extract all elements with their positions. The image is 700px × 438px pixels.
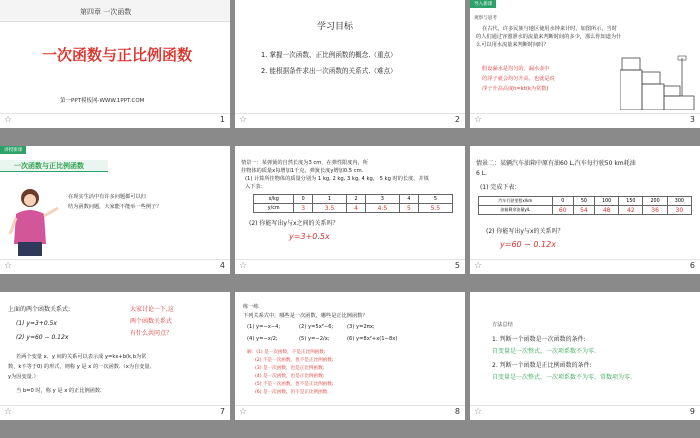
red-line-2: 的浮子就会均匀升高，也就是说 — [482, 76, 555, 82]
star-icon: ☆ — [474, 261, 483, 271]
fuel-table — [478, 196, 692, 215]
goal-2: 2. 能根据条件求出一次函数的关系式.（难点） — [261, 67, 397, 75]
page-bar — [470, 113, 700, 128]
table-cell: y/cm — [254, 204, 294, 213]
slide-thumbnail-7[interactable] — [0, 292, 230, 420]
table-row — [479, 206, 692, 215]
star-icon: ☆ — [239, 115, 248, 125]
chapter-label: 第四章 一次函数 — [80, 8, 132, 16]
table-cell: 50 — [573, 197, 594, 206]
table-row — [479, 197, 692, 206]
table-cell: 5 — [400, 204, 419, 213]
summary-line-1: 1. 判断一个函数是一次函数的条件: — [492, 336, 586, 343]
page-bar — [0, 405, 230, 420]
site-label: 第一PPT模板网-WWW.1PPT.COM — [60, 98, 145, 104]
scenario-line-1: 情景一：某弹簧的自然长度为3 cm，在弹性限度内，所 — [241, 160, 368, 166]
red-line-1: 假设漏水是均匀的，漏水壶中 — [482, 66, 550, 72]
table-cell: 4 — [347, 204, 366, 213]
slide-number: 6 — [689, 261, 695, 270]
table-cell: 1 — [312, 195, 346, 204]
table-cell: 200 — [643, 197, 667, 206]
answer-line-3: (3) 是一次函数，也是正比例函数; — [255, 366, 325, 371]
star-icon: ☆ — [239, 261, 248, 271]
slide-number: 3 — [689, 115, 695, 124]
discussion-line-1: 大家讨论一下,这 — [130, 306, 174, 313]
answer-line-1: 解：(1) 是一次函数，不是正比例函数; — [247, 350, 326, 355]
slide-number: 8 — [454, 407, 460, 416]
definition-line-3: y为因变量.） — [8, 374, 39, 380]
exercise-item-5: (5) y=−2/x; — [299, 336, 330, 342]
table-cell: 100 — [595, 197, 619, 206]
slide-thumbnail-8[interactable] — [235, 292, 465, 420]
intro-line: 上面的两个函数关系式: — [8, 306, 71, 313]
slide-number: 5 — [454, 261, 460, 270]
question-line-1: 在现实生活中有许多问题都可以归 — [68, 194, 146, 200]
table-cell: 油箱剩余油量y/L — [479, 206, 553, 215]
table-cell: x/kg — [254, 195, 294, 204]
slide-thumbnail-6[interactable] — [470, 146, 700, 274]
page-bar — [0, 259, 230, 274]
table-cell: 5 — [418, 195, 452, 204]
slide-title: 一次函数与正比例函数 — [42, 46, 193, 64]
table-cell: 48 — [595, 206, 619, 215]
intro-line-1: 在古代，许多民族与地区使用水钟来计时，如图所示，当时 — [482, 26, 617, 32]
slide-number: 4 — [219, 261, 225, 270]
section-tag: 讲授新课 — [0, 146, 26, 154]
teacher-illustration — [6, 186, 62, 260]
summary-heading: 方法总结 — [492, 322, 513, 328]
question: (2) 你能写出y与x之间的关系吗？ — [249, 220, 339, 227]
table-cell: 汽车行驶里程x/km — [479, 197, 553, 206]
answer-line-6: (6) 是一次函数，但不是正比例函数. — [255, 390, 329, 395]
exercise-item-4: (4) y=−x/2; — [247, 336, 278, 342]
page-bar — [470, 259, 700, 274]
scenario-line-1: 情景二：某辆汽车油箱中原有油60 L,汽车每行驶50 km耗油 — [476, 160, 636, 167]
section-tag: 导入新课 — [470, 0, 496, 8]
table-cell: 30 — [667, 206, 691, 215]
table-cell: 2 — [347, 195, 366, 204]
table-cell: 4 — [400, 195, 419, 204]
page-bar — [235, 405, 465, 420]
exercise-heading: 练一练 — [243, 304, 259, 310]
page-bar — [235, 259, 465, 274]
star-icon: ☆ — [239, 407, 248, 417]
slide-number: 9 — [689, 407, 695, 416]
formula-1: (1) y=3+0.5x — [16, 320, 57, 327]
table-cell: 36 — [643, 206, 667, 215]
summary-green-1: 自变量是一次整式，一次项系数不为零. — [492, 348, 596, 355]
answer-line-4: (4) 是一次函数，也是正比例函数; — [255, 374, 325, 379]
table-cell: 4.5 — [365, 204, 399, 213]
red-line-3: 浮子升高高度h=kt(k为常数) — [482, 86, 549, 92]
page-bar — [235, 113, 465, 128]
answer: y=3+0.5x — [289, 232, 330, 241]
discussion-line-2: 两个函数关系式 — [130, 318, 173, 325]
table-cell: 0 — [294, 195, 313, 204]
scenario-line-2: 6 L. — [476, 170, 487, 177]
summary-line-2: 2. 判断一个函数是正比例函数的条件: — [492, 362, 592, 369]
star-icon: ☆ — [474, 407, 483, 417]
exercise-item-1: (1) y=−x−4; — [247, 324, 281, 330]
page-bar — [0, 113, 230, 128]
question-line-2: 结为函数问题，大家能不能举一些例子？ — [68, 204, 162, 210]
table-cell: 54 — [573, 206, 594, 215]
spring-table — [253, 194, 453, 213]
slide-title: 一次函数与正比例函数 — [14, 162, 84, 170]
intro-line-3: 么可以用水流量来判断时间吗？ — [476, 42, 549, 48]
table-row — [254, 195, 453, 204]
definition-line-1: 若两个变量 x、y 间的关系可以表示成 y=kx+b(k,b为常 — [16, 354, 147, 360]
exercise-question: 下列关系式中，哪些是一次函数，哪些是正比例函数？ — [243, 313, 368, 319]
answer-line-5: (5) 不是一次函数，也不是正比例函数; — [255, 382, 334, 387]
slide-thumbnail-2[interactable] — [235, 0, 465, 128]
slide-thumbnail-5[interactable] — [235, 146, 465, 274]
definition-line-4: 当 b=0 时，称 y 是 x 的正比例函数. — [16, 388, 102, 394]
table-cell: 3.5 — [312, 204, 346, 213]
exercise-item-2: (2) y=5x²−6; — [299, 324, 334, 330]
star-icon: ☆ — [474, 115, 483, 125]
star-icon: ☆ — [4, 115, 13, 125]
slide-number: 2 — [454, 115, 460, 124]
scenario-line-4: 入下表： — [245, 184, 266, 190]
goal-1: 1. 掌握一次函数、正比例函数的概念.（重点） — [261, 51, 397, 59]
slide-heading: 学习目标 — [317, 22, 354, 32]
exercise-item-3: (3) y=2πx; — [347, 324, 375, 330]
exercise-item-6: (6) y=8x²+x(1−8x) — [347, 336, 398, 342]
question-2: (2) 你能写出y与x的关系吗？ — [486, 228, 564, 235]
slide-thumbnail-4[interactable] — [0, 146, 230, 274]
summary-green-2: 自变量是一次整式，一次项系数不为零，常数项为零. — [492, 374, 632, 381]
formula-2: (2) y=60 − 0.12x — [16, 334, 69, 341]
intro-line-2: 的人们通过容器泄水的流量来判断时间的多少，那么你知道为什 — [476, 34, 622, 40]
table-row — [254, 204, 453, 213]
page-bar — [470, 405, 700, 420]
answer-line-2: (2) 不是一次函数，也不是正比例函数; — [255, 358, 334, 363]
table-cell: 42 — [619, 206, 643, 215]
table-cell: 3 — [365, 195, 399, 204]
scenario-line-2: 挂物体的质量x每增加1千克，弹簧长度y增加0.5 cm. — [241, 168, 364, 174]
star-icon: ☆ — [4, 407, 13, 417]
slide-thumbnail-3[interactable] — [470, 0, 700, 128]
answer: y=60 − 0.12x — [500, 240, 556, 249]
slide-number: 7 — [219, 407, 225, 416]
scenario-line-3: (1) 计算所挂物体的质量分别为 1 kg, 2 kg, 3 kg, 4 kg， 5 kg 时的长度，并填 — [245, 176, 429, 182]
definition-line-2: 数，k不等于0) 的形式，则称 y 是 x 的一次函数.（x为自变量, — [8, 364, 152, 370]
table-cell: 3 — [294, 204, 313, 213]
discussion-line-3: 有什么共同点？ — [130, 330, 173, 337]
sub-heading: 观察与思考 — [474, 16, 497, 21]
table-cell: 5.5 — [418, 204, 452, 213]
question-1: (1) 完成下表： — [480, 184, 521, 191]
water-clock-illustration — [620, 52, 696, 110]
table-cell: 150 — [619, 197, 643, 206]
table-cell: 60 — [552, 206, 573, 215]
slide-number: 1 — [219, 115, 225, 124]
table-cell: 300 — [667, 197, 691, 206]
star-icon: ☆ — [4, 261, 13, 271]
slide-thumbnail-9[interactable] — [470, 292, 700, 420]
table-cell: 0 — [552, 197, 573, 206]
slide-thumbnail-1[interactable] — [0, 0, 230, 128]
